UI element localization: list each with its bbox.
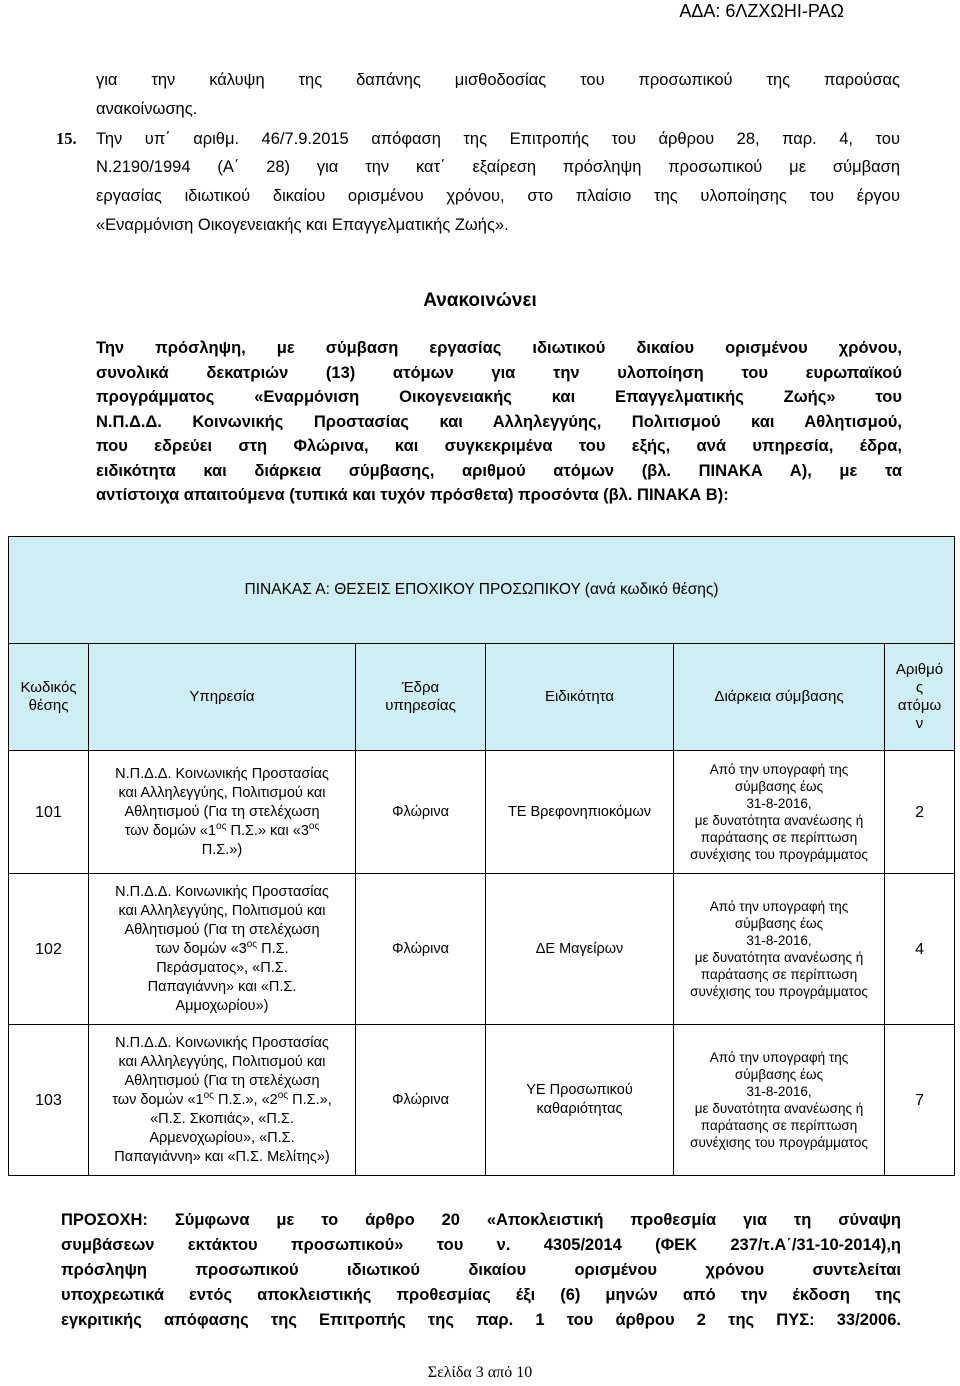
intro-text (56, 66, 900, 240)
header-specialty: Ειδικότητα (486, 644, 674, 751)
header-duration: Διάρκεια σύμβασης (674, 644, 885, 751)
intro-item-15 (56, 124, 900, 153)
cell-code: 103 (9, 1025, 89, 1176)
header-code: Κωδικός θέσης (9, 644, 89, 751)
table-row (9, 751, 955, 874)
cell-count: 2 (885, 751, 955, 874)
announcement-line: αντίστοιχα απαιτούμενα (τυπικά και τυχόν πρόσθετα) προσόντα (βλ. ΠΙΝΑΚΑ Β): (96, 486, 729, 504)
table-row (9, 874, 955, 1025)
cell-count: 4 (885, 874, 955, 1025)
intro-line: ανακοίνωσης. (96, 100, 198, 118)
cell-code: 101 (9, 751, 89, 874)
cell-count: 7 (885, 1025, 955, 1176)
cell-service: Ν.Π.Δ.Δ. Κοινωνικής Προστασίας και Αλληλεγγύης, Πολιτισμού και Αθλητισμού (Για τη στελέχωση των δομών «$1^{o\varsigma}$ Π.Σ.» και «$3^{o\varsigma}$ Π.Σ.») (89, 751, 356, 874)
intro-line: Ν.2190/1994 (Α΄ 28) για την κατ΄ εξαίρεση πρόσληψη προσωπικού με σύμβαση (96, 158, 900, 176)
announcement-line: ειδικότητα και διάρκεια σύμβασης, αριθμού ατόμων (βλ. ΠΙΝΑΚΑ Α), με τα (96, 461, 902, 480)
announcement-line: συνολικά δεκατριών (13) ατόμων για την υλοποίηση του ευρωπαϊκού (96, 363, 902, 382)
header-count: Αριθμό ς ατόμω ν (885, 644, 955, 751)
announcement-line: Την πρόσληψη, με σύμβαση εργασίας ιδιωτικού δικαίου ορισμένου χρόνου, (96, 339, 902, 357)
cell-seat: Φλώρινα (356, 751, 486, 874)
table-header-row (9, 644, 955, 751)
intro-line: για την κάλυψη της δαπάνης μισθοδοσίας του προσωπικού της παρούσας (96, 71, 900, 89)
header-seat: Έδρα υπηρεσίας (356, 644, 486, 751)
cell-service: Ν.Π.Δ.Δ. Κοινωνικής Προστασίας και Αλληλεγγύης, Πολιτισμού και Αθλητισμού (Για τη στελέχωση των δομών «$1^{o\varsigma}$ Π.Σ.», «$2^{o\varsigma}$ Π.Σ.», «Π.Σ. Σκοπιάς», «Π.Σ. Αρμενοχωρίου», «Π.Σ. Παπαγιάννη» και «Π.Σ. Μελίτης») (89, 1025, 356, 1176)
cell-service: Ν.Π.Δ.Δ. Κοινωνικής Προστασίας και Αλληλεγγύης, Πολιτισμού και Αθλητισμού (Για τη στελέχωση των δομών «$3^{o\varsigma}$ Π.Σ. Περάσματος», «Π.Σ. Παπαγιάννη» και «Π.Σ. Αμμοχωρίου») (89, 874, 356, 1025)
cell-specialty: ΔΕ Μαγείρων (486, 874, 674, 1025)
cell-seat: Φλώρινα (356, 1025, 486, 1176)
table-caption: ΠΙΝΑΚΑΣ Α: ΘΕΣΕΙΣ ΕΠΟΧΙΚΟΥ ΠΡΟΣΩΠΙΚΟΥ (ανά κωδικό θέσης) (9, 537, 955, 644)
ada-code: ΑΔΑ: 6ΛΖΧΩΗΙ-ΡΑΩ (679, 1, 844, 21)
announcement-paragraph (96, 336, 902, 508)
notice-line: υποχρεωτικά εντός αποκλειστικής προθεσμίας έξι (6) μηνών από την έκδοση της (61, 1286, 901, 1304)
cell-seat: Φλώρινα (356, 874, 486, 1025)
announcement-line: Ν.Π.Δ.Δ. Κοινωνικής Προστασίας και Αλληλεγγύης, Πολιτισμού και Αθλητισμού, (96, 412, 902, 431)
announce-heading: Ανακοινώνει (423, 290, 537, 311)
cell-duration: Από την υπογραφή της σύμβασης έως 31-8-2016, με δυνατότητα ανανέωσης ή παράτασης σε περίπτωση συνέχισης του προγράμματος (674, 1025, 885, 1176)
header-service: Υπηρεσία (89, 644, 356, 751)
cell-duration: Από την υπογραφή της σύμβασης έως 31-8-2016, με δυνατότητα ανανέωσης ή παράτασης σε περίπτωση συνέχισης του προγράμματος (674, 874, 885, 1025)
notice-line: ΠΡΟΣΟΧΗ: Σύμφωνα με το άρθρο 20 «Αποκλειστική προθεσμία για τη σύναψη (61, 1211, 901, 1229)
notice-line: εγκριτικής απόφασης της Επιτροπής της παρ. 1 του άρθρου 2 της ΠΥΣ: 33/2006. (61, 1311, 901, 1329)
page-number: Σελίδα 3 από 10 (427, 1364, 533, 1381)
positions-table (8, 536, 955, 1176)
announcement-line: που εδρεύει στη Φλώρινα, και συγκεκριμένα του εξής, ανά υπηρεσία, έδρα, (96, 437, 902, 455)
item-number: 15. (56, 129, 77, 148)
cell-specialty: ΤΕ Βρεφονηπιοκόμων (486, 751, 674, 874)
notice-line: συμβάσεων εκτάκτου προσωπικού» του ν. 4305/2014 (ΦΕΚ 237/τ.Α΄/31-10-2014),η (61, 1236, 901, 1254)
cell-specialty: ΥΕ Προσωπικού καθαριότητας (486, 1025, 674, 1176)
announcement-line: προγράμματος «Εναρμόνιση Οικογενειακής και Επαγγελματικής Ζωής» του (96, 388, 902, 406)
intro-line: Την υπ΄ αριθμ. 46/7.9.2015 απόφαση της Επιτροπής του άρθρου 28, παρ. 4, του (96, 130, 900, 148)
notice-paragraph (61, 1208, 901, 1333)
intro-line: «Εναρμόνιση Οικογενειακής και Επαγγελματικής Ζωής». (96, 216, 509, 234)
cell-code: 102 (9, 874, 89, 1025)
cell-duration: Από την υπογραφή της σύμβασης έως 31-8-2016, με δυνατότητα ανανέωσης ή παράτασης σε περίπτωση συνέχισης του προγράμματος (674, 751, 885, 874)
table-row (9, 1025, 955, 1176)
notice-line: πρόσληψη προσωπικού ιδιωτικού δικαίου ορισμένου χρόνου συντελείται (61, 1261, 901, 1279)
intro-line: εργασίας ιδιωτικού δικαίου ορισμένου χρόνου, στο πλαίσιο της υλοποίησης του έργου (96, 187, 900, 205)
